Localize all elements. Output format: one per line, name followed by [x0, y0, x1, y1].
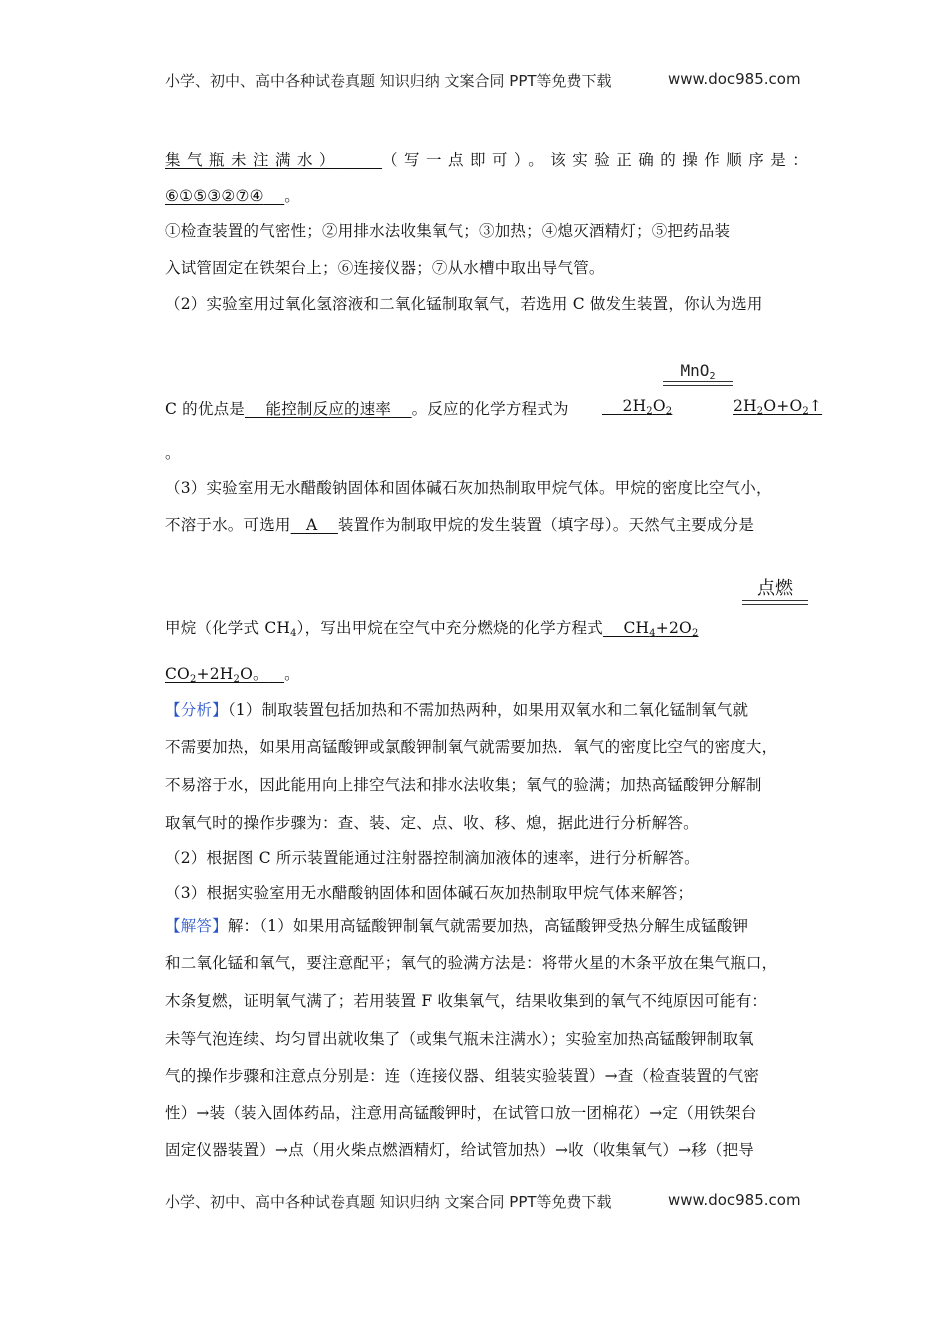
analysis-line-3: 不易溶于水，因此能用向上排空气法和排水法收集；氧气的验满；加热高锰酸钾分解制 — [165, 776, 762, 794]
condition-equals-bar-1 — [663, 381, 733, 386]
analysis-line-2: 不需要加热，如果用高锰酸钾或氯酸钾制氧气就需要加热．氧气的密度比空气的密度大， — [165, 738, 778, 756]
answer-blank-device: A — [306, 516, 318, 534]
analysis-line-5: （2）根据图 C 所示装置能通过注射器控制滴加液体的速率，进行分析解答。 — [165, 849, 700, 867]
line-7: 。 — [165, 444, 181, 462]
footer-site-link[interactable]: www.doc985.com — [668, 1191, 801, 1209]
answer-blank-1-pad — [341, 151, 382, 169]
solution-line-5: 气的操作步骤和注意点分别是：连（连接仪器、组装实验装置）→查（检查装置的气密 — [165, 1067, 760, 1085]
line-1 — [165, 148, 814, 170]
condition-ignite: 点燃 — [757, 578, 793, 599]
answer-blank-1: 集气瓶未注满水） — [165, 151, 342, 169]
analysis-line-4: 取氧气时的操作步骤为：查、装、定、点、收、移、熄，据此进行分析解答。 — [165, 814, 699, 832]
footer-text: 小学、初中、高中各种试卷真题 知识归纳 文案合同 PPT等免费下载 — [165, 1193, 612, 1211]
solution-tag: 【解答】 — [165, 917, 228, 935]
solution-line-6: 性）→装（装入固体药品，注意用高锰酸钾时，在试管口放一团棉花）→定（用铁架台 — [165, 1104, 757, 1122]
line-10: 甲烷（化学式 $CH_4$），写出甲烷在空气中充分燃烧的化学方程式 $CH_4+2O_2$ — [165, 619, 699, 639]
line-6: C 的优点是 能控制反应的速率 。反应的化学方程式为 — [165, 400, 569, 418]
header-text: 小学、初中、高中各种试卷真题 知识归纳 文案合同 PPT等免费下载 — [165, 72, 612, 90]
condition-equals-bar-2 — [742, 600, 808, 605]
analysis-line-6: （3）根据实验室用无水醋酸钠固体和固体碱石灰加热制取甲烷气体来解答； — [165, 884, 694, 902]
equation-1-left: $2H_2O_2$ — [622, 397, 673, 417]
solution-line-1: 【解答】解：（1）如果用高锰酸钾制氧气就需要加热，高锰酸钾受热分解生成锰酸钾 — [165, 917, 749, 935]
line-5: （2）实验室用过氧化氢溶液和二氧化锰制取氧气，若选用 C 做发生装置，你认为选用 — [165, 295, 763, 313]
analysis-line-1: 【分析】（1）制取装置包括加热和不需加热两种，如果用双氧水和二氧化锰制氧气就 — [165, 701, 749, 719]
equation-2-right: $CO_2+2H_2O$。 — [165, 665, 269, 685]
answer-blank-advantage: 能控制反应的速率 — [265, 400, 392, 418]
header-site-link[interactable]: www.doc985.com — [668, 70, 801, 88]
line-3: ①检查装置的气密性；②用排水法收集氧气；③加热；④熄灭酒精灯；⑤把药品装 — [165, 222, 731, 240]
answer-blank-order: ⑥①⑤③②⑦④ — [165, 187, 264, 205]
line-11: $CO_2+2H_2O$。 。 — [165, 665, 300, 685]
equation-1-right: $2H_2O+O_2↑$ — [733, 397, 823, 417]
line-8: （3）实验室用无水醋酸钠固体和固体碱石灰加热制取甲烷气体。甲烷的密度比空气小， — [165, 479, 772, 497]
line-2-end: 。 — [284, 187, 300, 205]
condition-mno2: MnO$_2$ — [680, 361, 716, 382]
solution-line-3: 木条复燃，证明氧气满了；若用装置 F 收集氧气，结果收集到的氧气不纯原因可能有： — [165, 992, 768, 1010]
equation-2-left: $CH_4+2O_2$ — [623, 619, 699, 639]
reaction-condition-1 — [663, 361, 733, 386]
answer-blank-order-pad — [264, 187, 285, 205]
analysis-tag: 【分析】 — [165, 701, 228, 719]
line-9: 不溶于水。可选用 A 装置作为制取甲烷的发生装置（填字母）。天然气主要成分是 — [165, 516, 755, 534]
solution-line-4: 未等气泡连续、均匀冒出就收集了（或集气瓶未注满水）；实验室加热高锰酸钾制取氧 — [165, 1030, 754, 1048]
line-2 — [165, 184, 300, 206]
solution-line-7: 固定仪器装置）→点（用火柴点燃酒精灯，给试管加热）→收（收集氧气）→移（把导 — [165, 1141, 755, 1159]
solution-line-2: 和二氧化锰和氧气，要注意配平；氧气的验满方法是：将带火星的木条平放在集气瓶口， — [165, 954, 778, 972]
line-4: 入试管固定在铁架台上；⑥连接仪器；⑦从水槽中取出导气管。 — [165, 259, 605, 277]
reaction-condition-2 — [742, 578, 808, 605]
line-1-text: （写一点即可）。该实验正确的操作顺序是： — [382, 151, 815, 169]
